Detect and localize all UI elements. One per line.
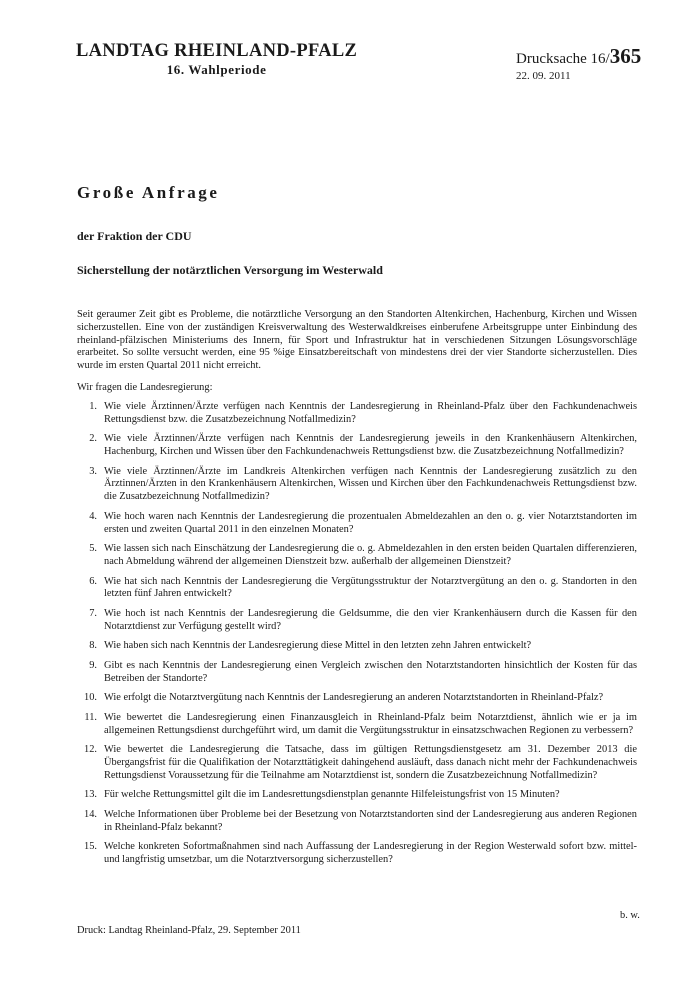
question-item bbox=[77, 433, 637, 459]
question-number: 8. bbox=[89, 640, 97, 652]
question-text: Wie lassen sich nach Einschätzung der Landesregierung die o. g. Abmeldezahlen in den ersten beiden Quartalen differenzieren, nach Abmeldung während der allgemeinen Dienstzeit bzw. außerhalb der allgemeinen Dienstzeit? bbox=[104, 543, 637, 567]
question-number: 14. bbox=[84, 809, 97, 821]
question-number: 1. bbox=[89, 400, 97, 412]
question-lead: Wir fragen die Landesregierung: bbox=[77, 381, 213, 393]
intro-paragraph: Seit geraumer Zeit gibt es Probleme, die notärztliche Versorgung an den Standorten Altenkirchen, Hachenburg, Kirchen und Wissen sicherzustellen. Eine von der zuständigen Kreisverwaltung des Westerwaldkreises einberufene Arbeitsgruppe unter Einbindung des rheinland-pfälzischen Ministeriums des Innern, für Sport und Infrastruktur hat in verschiedenen Sitzungen Lösungsvorschläge erarbeitet. So sollte versucht werden, eine 95 %ige Einsatzbereitschaft von mindestens drei der vier Standorte sicherzustellen. Dies wurde im ersten Quartal 2011 nicht erreicht. bbox=[77, 309, 637, 372]
question-number: 4. bbox=[89, 510, 97, 522]
drucksache-line bbox=[516, 44, 641, 71]
drucksache-number: 365 bbox=[609, 44, 642, 68]
print-note: Druck: Landtag Rheinland-Pfalz, 29. September 2011 bbox=[77, 925, 301, 936]
question-item bbox=[77, 511, 637, 537]
question-text: Wie hat sich nach Kenntnis der Landesregierung die Vergütungsstruktur der Notarztvergütung an den o. g. Standorten in den letzten fünf Jahren entwickelt? bbox=[104, 575, 637, 600]
question-text: Wie viele Ärztinnen/Ärzte im Landkreis Altenkirchen verfügen nach Kenntnis der Landesregierung zusätzlich zu den Ärztinnen/Ärzten in den Krankenhäusern Altenkirchen, Wissen und Kirchen über den Fachkundenachweis Rettungsdienst bzw. die Zusatzbezeichnung Notfallmedizin? bbox=[104, 465, 637, 503]
question-item bbox=[77, 789, 637, 802]
question-number: 5. bbox=[89, 543, 97, 555]
question-number: 3. bbox=[89, 465, 97, 477]
faction-line: der Fraktion der CDU bbox=[77, 229, 192, 243]
question-item bbox=[77, 608, 637, 634]
question-text: Welche konkreten Sofortmaßnahmen sind nach Auffassung der Landesregierung in der Region Westerwald sofort bzw. mittel- und langfristig umsetzbar, um die Notarztversorgung sicherzustellen? bbox=[104, 841, 637, 866]
question-text: Welche Informationen über Probleme bei der Besetzung von Notarztstandorten sind der Landesregierung aus anderen Regionen in Rheinland-Pfalz bekannt? bbox=[104, 809, 637, 833]
question-list bbox=[77, 401, 637, 867]
drucksache-block bbox=[516, 44, 641, 82]
question-number: 9. bbox=[89, 659, 97, 671]
question-item bbox=[77, 401, 637, 427]
question-item bbox=[77, 841, 637, 867]
question-text: Wie hoch waren nach Kenntnis der Landesregierung die prozentualen Abmeldezahlen an den o. g. vier Notarztstandorten im ersten und zweiten Quartal 2011 in den einzelnen Monaten? bbox=[104, 510, 637, 535]
document-body bbox=[77, 309, 637, 874]
question-item bbox=[77, 712, 637, 738]
subject-line: Sicherstellung der notärztlichen Versorgung im Westerwald bbox=[77, 263, 383, 277]
question-text: Für welche Rettungsmittel gilt die im Landesrettungsdienstplan genannte Hilfeleistungsfrist von 15 Minuten? bbox=[104, 789, 560, 801]
question-item bbox=[77, 809, 637, 835]
parliament-header bbox=[76, 40, 357, 78]
question-text: Wie bewertet die Landesregierung die Tatsache, dass im gültigen Rettungsdienstgesetz am 31. Dezember 2013 die Übergangsfrist für die Qualifikation der Notarzttätigkeit dahingehend ausläuft, dass danach nicht mehr der Fachkundenachweis Rettungsdienst Voraussetzung für die Teilnahme am Notarztdienst ist, sondern die Zusatzbezeichnung Notfallmedizin? bbox=[104, 744, 637, 781]
question-text: Wie bewertet die Landesregierung einen Finanzausgleich in Rheinland-Pfalz beim Notarztdienst, ähnlich wie er ja im allgemeinen Rettungsdienst durchgeführt wird, um damit die Vergütungsstruktur in einsatzschwachen Regionen zu verbessern? bbox=[104, 711, 637, 736]
question-text: Wie viele Ärztinnen/Ärzte verfügen nach Kenntnis der Landesregierung jeweils in den Krankenhäusern Altenkirchen, Hachenburg, Kirchen und Wissen über den Fachkundenachweis Rettungsdienst bzw. die Zusatzbezeichnung Notfallmedizin? bbox=[104, 433, 637, 457]
question-item bbox=[77, 576, 637, 602]
continued-note: b. w. bbox=[620, 910, 640, 921]
question-number: 13. bbox=[84, 789, 97, 801]
question-number: 12. bbox=[84, 744, 97, 756]
question-number: 10. bbox=[84, 692, 97, 704]
question-number: 11. bbox=[84, 711, 97, 723]
question-text: Gibt es nach Kenntnis der Landesregierung einen Vergleich zwischen den Notarztstandorten hinsichtlich der Kosten für das Betreiben der Standorte? bbox=[104, 659, 637, 684]
question-item bbox=[77, 640, 637, 653]
question-number: 7. bbox=[89, 607, 97, 619]
question-item bbox=[77, 466, 637, 504]
drucksache-label: Drucksache 16/ bbox=[516, 51, 610, 67]
question-number: 15. bbox=[84, 841, 97, 853]
legislative-period: 16. Wahlperiode bbox=[166, 62, 267, 77]
question-text: Wie haben sich nach Kenntnis der Landesregierung diese Mittel in den letzten zehn Jahren entwickelt? bbox=[104, 640, 532, 652]
question-item bbox=[77, 543, 637, 569]
question-item bbox=[77, 744, 637, 782]
document-title: Große Anfrage bbox=[77, 183, 220, 202]
question-item bbox=[77, 660, 637, 686]
question-number: 6. bbox=[89, 575, 97, 587]
question-number: 2. bbox=[89, 433, 97, 445]
drucksache-date: 22. 09. 2011 bbox=[516, 70, 571, 82]
question-text: Wie erfolgt die Notarztvergütung nach Kenntnis der Landesregierung an anderen Notarztstandorten in Rheinland-Pfalz? bbox=[104, 692, 604, 704]
question-text: Wie viele Ärztinnen/Ärzte verfügen nach Kenntnis der Landesregierung in Rheinland-Pfalz über den Fachkundenachweis Rettungsdienst bzw. die Zusatzbezeichnung Notfallmedizin? bbox=[104, 400, 637, 425]
parliament-name: LANDTAG RHEINLAND-PFALZ bbox=[76, 41, 358, 61]
question-text: Wie hoch ist nach Kenntnis der Landesregierung die Geldsumme, die den vier Krankenhäusern durch die Kassen für den Notarztdienst zur Verfügung gestellt wird? bbox=[104, 607, 637, 632]
question-item bbox=[77, 692, 637, 705]
